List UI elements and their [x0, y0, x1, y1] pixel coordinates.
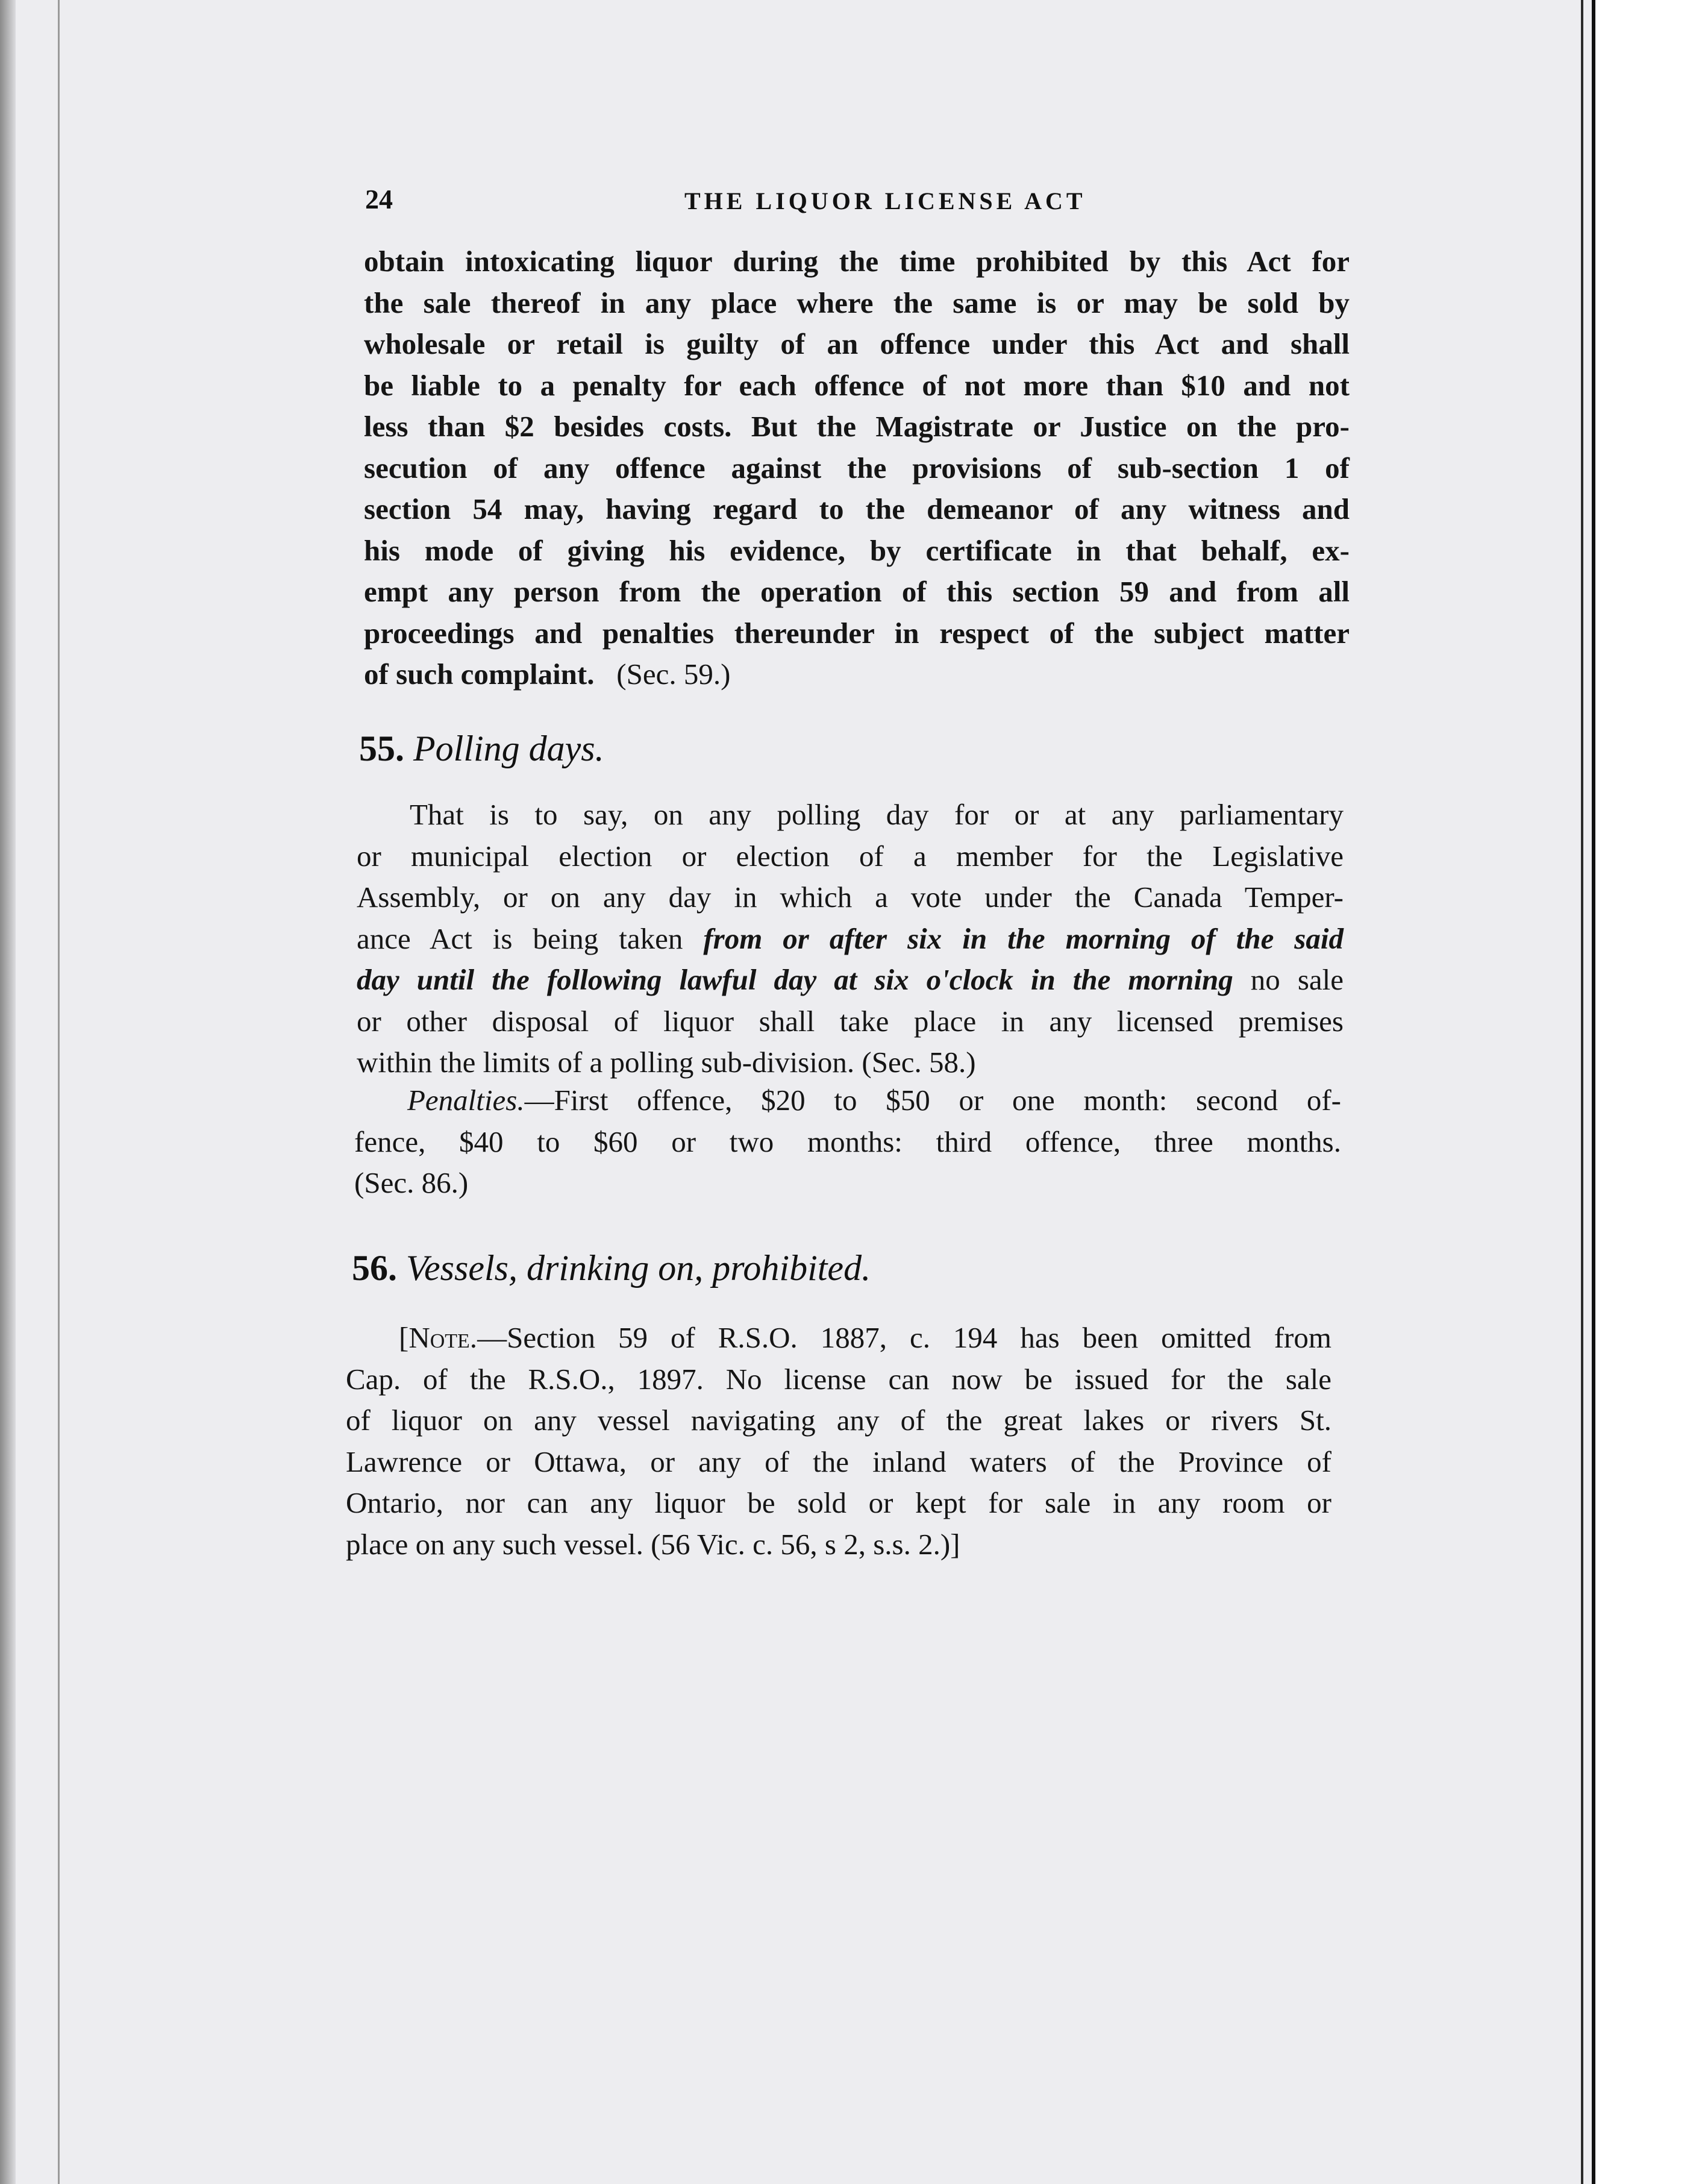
section-title: Vessels, drinking on, prohibited. [406, 1248, 871, 1288]
paragraph-note [346, 1317, 1331, 1565]
penalties-label: Penalties. [407, 1084, 525, 1117]
text-segment: —First offence, $20 to $50 or one month: second of- [524, 1084, 1341, 1117]
text-line: wholesale or retail is guilty of an offence under this Act and shall [364, 327, 1350, 360]
text-line: section 54 may, having regard to the demeanor of any witness and [364, 492, 1350, 526]
text-line: obtain intoxicating liquor during the time prohibited by this Act for [364, 245, 1350, 278]
section-heading-55 [359, 728, 604, 770]
text-line [357, 918, 1344, 960]
text-line: Lawrence or Ottawa, or any of the inland waters of the Province of [346, 1445, 1331, 1478]
text-line: less than $2 besides costs. But the Magistrate or Justice on the pro- [364, 410, 1350, 443]
text-segment: of such complaint. [364, 657, 595, 691]
text-line: Assembly, or on any day in which a vote under the Canada Temper- [357, 880, 1344, 914]
paragraph-penalties [354, 1080, 1341, 1204]
page-right-edge [1581, 0, 1583, 2184]
text-line: of liquor on any vessel navigating any of the great lakes or rivers St. [346, 1404, 1331, 1437]
italic-segment: from or after six in the morning of the said [703, 921, 1344, 955]
section-number: 56. [352, 1248, 397, 1288]
text-line: the sale thereof in any place where the same is or may be sold by [364, 286, 1350, 319]
text-line: within the limits of a polling sub-division. (Sec. 58.) [357, 1046, 976, 1079]
text-line: secution of any offence against the provisions of sub-section 1 of [364, 451, 1350, 485]
section-heading-56 [352, 1247, 871, 1289]
text-line: fence, $40 to $60 or two months: third offence, three months. [354, 1125, 1341, 1158]
section-reference: (Sec. 59.) [616, 657, 731, 691]
bracket: [ [399, 1321, 409, 1354]
text-line: proceedings and penalties thereunder in respect of the subject matter [364, 616, 1350, 650]
text-line: his mode of giving his evidence, by certificate in that behalf, ex- [364, 533, 1350, 567]
section-title: Polling days. [413, 729, 604, 768]
paragraph-polling-days [357, 794, 1344, 1084]
text-line: empt any person from the operation of this section 59 and from all [364, 575, 1350, 608]
text-line: Ontario, nor can any liquor be sold or kept for sale in any room or [346, 1486, 1331, 1519]
text-line: or other disposal of liquor shall take place in any licensed premises [357, 1004, 1344, 1038]
binding-line [58, 0, 60, 2184]
text-line [357, 959, 1344, 1001]
page-number: 24 [365, 184, 393, 215]
text-segment: no sale [1250, 963, 1344, 996]
text-line [354, 1080, 1341, 1122]
italic-segment: day until the following lawful day at six o'clock in the morning [357, 963, 1233, 996]
text-line [364, 654, 1350, 695]
page-left-edge [0, 0, 16, 2184]
page-header [365, 183, 1365, 231]
paragraph-continuation [364, 241, 1350, 695]
text-line: be liable to a penalty for each offence of not more than $10 and not [364, 368, 1350, 402]
text-line [346, 1317, 1331, 1359]
section-number: 55. [359, 729, 404, 768]
text-line: Cap. of the R.S.O., 1897. No license can now be issued for the sale [346, 1362, 1331, 1396]
facing-page-margin [1595, 0, 1699, 2184]
text-segment: —Section 59 of R.S.O. 1887, c. 194 has been omitted from [477, 1321, 1331, 1354]
running-head: THE LIQUOR LICENSE ACT [684, 187, 1086, 215]
text-line: place on any such vessel. (56 Vic. c. 56, s 2, s.s. 2.)] [346, 1527, 960, 1561]
text-segment: ance Act is being taken [357, 921, 683, 955]
text-line: or municipal election or election of a member for the Legislative [357, 839, 1344, 873]
text-line: (Sec. 86.) [354, 1166, 469, 1199]
text-line: That is to say, on any polling day for or at any parliamentary [410, 798, 1344, 831]
note-label: Note. [408, 1321, 478, 1354]
